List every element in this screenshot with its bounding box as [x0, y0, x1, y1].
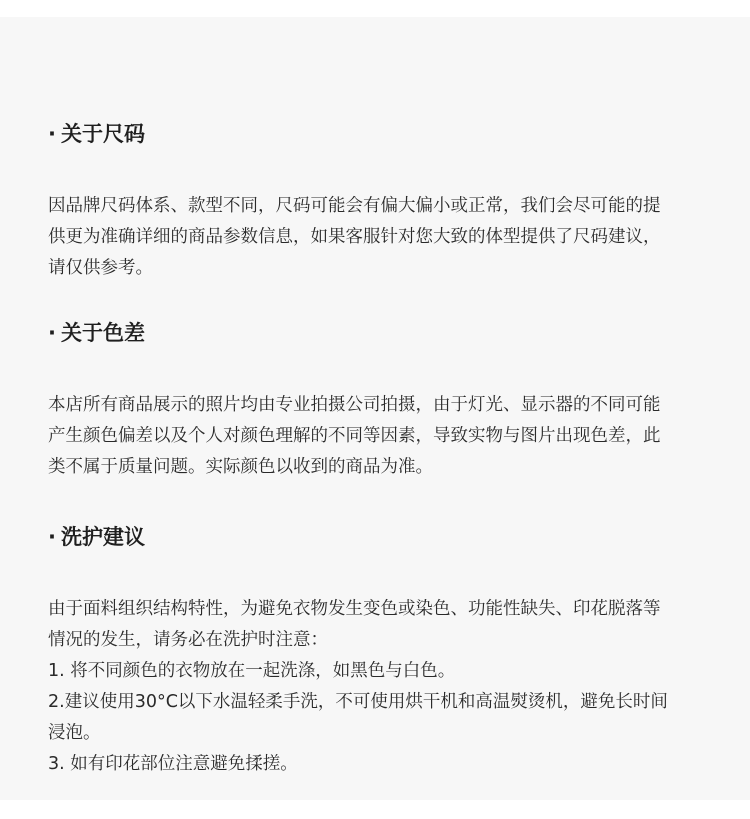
- paragraph-line: 产生颜色偏差以及个人对颜色理解的不同等因素，导致实物与图片出现色差，此: [48, 426, 661, 446]
- paragraph-line: 因品牌尺码体系、款型不同，尺码可能会有偏大偏小或正常，我们会尽可能的提: [48, 196, 661, 216]
- paragraph-line: 情况的发生，请务必在洗护时注意：: [48, 630, 328, 650]
- paragraph-line: 请仅供参考。: [48, 258, 153, 278]
- bullet-dot: ·: [48, 525, 56, 549]
- size-paragraph: [48, 191, 728, 284]
- section-title-size: 关于尺码: [61, 122, 145, 146]
- section-heading: [48, 318, 728, 348]
- product-notice-panel: [0, 17, 750, 800]
- section-heading: [48, 522, 728, 552]
- section-care-body: [48, 594, 728, 780]
- section-title-color: 关于色差: [61, 321, 145, 345]
- care-step-1: 1. 将不同颜色的衣物放在一起洗涤，如黑色与白色。: [48, 661, 456, 681]
- section-heading: [48, 119, 728, 149]
- section-care: [48, 522, 728, 552]
- paragraph-line: 由于面料组织结构特性，为避免衣物发生变色或染色、功能性缺失、印花脱落等: [48, 599, 661, 619]
- section-color: [48, 318, 728, 348]
- paragraph-line: 供更为准确详细的商品参数信息，如果客服针对您大致的体型提供了尺码建议，: [48, 227, 661, 247]
- care-paragraph: [48, 594, 728, 780]
- section-size: [48, 119, 728, 149]
- bullet-dot: ·: [48, 321, 56, 345]
- bullet-dot: ·: [48, 122, 56, 146]
- section-color-body: [48, 390, 728, 483]
- paragraph-line: 本店所有商品展示的照片均由专业拍摄公司拍摄，由于灯光、显示器的不同可能: [48, 395, 661, 415]
- care-step-2-cont: 浸泡。: [48, 723, 101, 743]
- color-paragraph: [48, 390, 728, 483]
- paragraph-line: 类不属于质量问题。实际颜色以收到的商品为准。: [48, 457, 433, 477]
- care-step-2: 2.建议使用30°C以下水温轻柔手洗，不可使用烘干机和高温熨烫机，避免长时间: [48, 692, 668, 712]
- care-step-3: 3. 如有印花部位注意避免揉搓。: [48, 754, 298, 774]
- section-size-body: [48, 191, 728, 284]
- section-title-care: 洗护建议: [61, 525, 145, 549]
